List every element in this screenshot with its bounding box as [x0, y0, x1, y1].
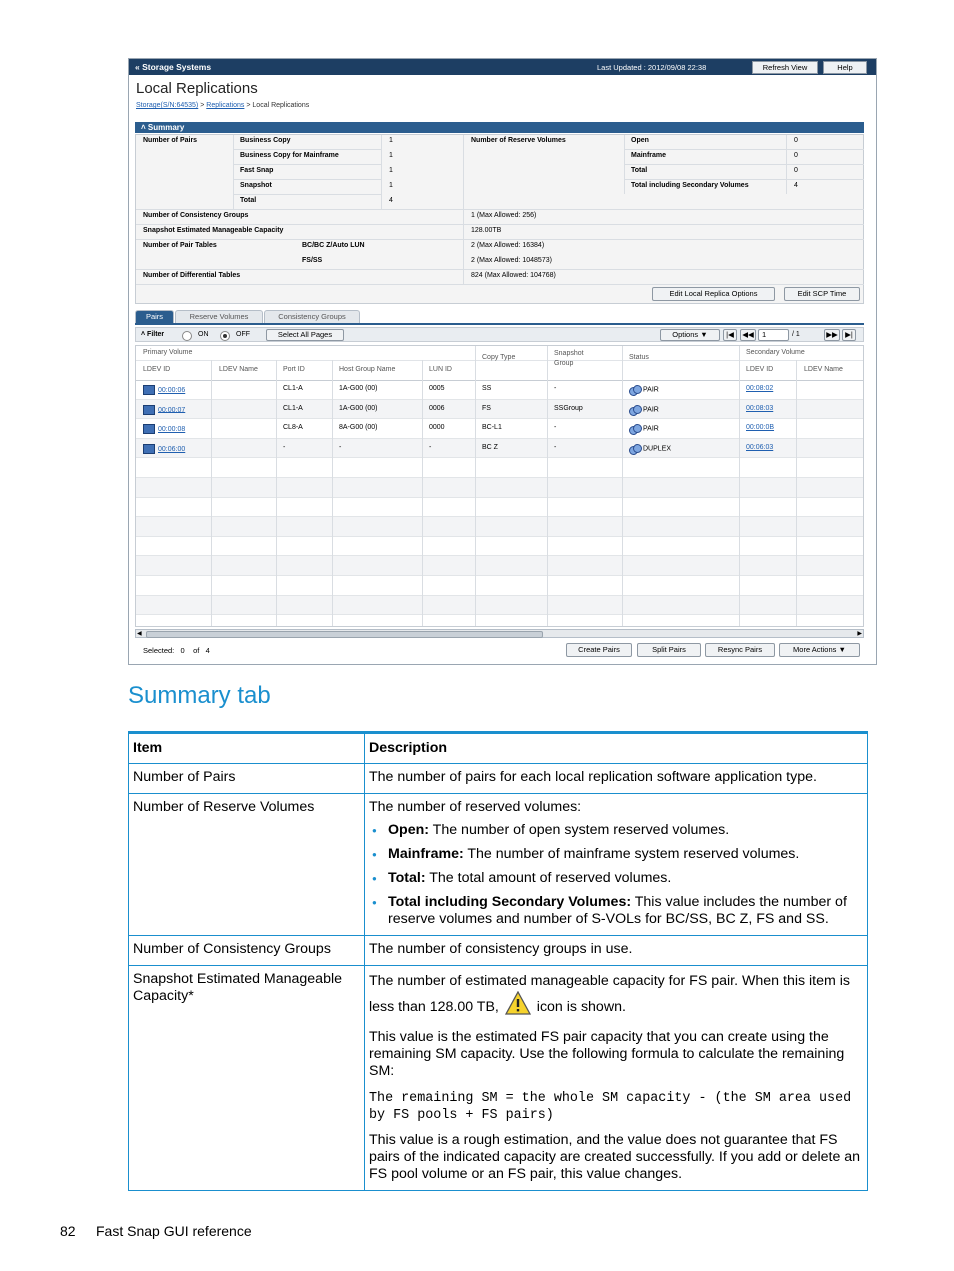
pairs-row-label: Fast Snap [240, 167, 274, 174]
description-intro: The number of reserved volumes: [369, 799, 582, 815]
warning-icon [505, 991, 531, 1021]
scroll-right-icon[interactable]: ▶ [857, 631, 862, 637]
pairs-row-value: 4 [389, 197, 393, 204]
split-pairs-button[interactable]: Split Pairs [637, 643, 701, 657]
pair-status-icon [629, 444, 640, 453]
pair-tables-label: Number of Pair Tables [143, 242, 217, 249]
table-row[interactable] [136, 380, 863, 400]
more-actions-label: More Actions [793, 645, 837, 654]
cell-sldev[interactable]: 00:08:03 [746, 404, 774, 412]
table-row[interactable] [136, 478, 863, 498]
breadcrumb-replications-link[interactable]: Replications [206, 102, 245, 109]
reserve-row-label: Mainframe [631, 152, 667, 159]
list-item [388, 846, 862, 863]
bullet-term: Open: [388, 822, 429, 838]
status-text: DUPLEX [643, 445, 672, 453]
item-cell: Number of Consistency Groups [129, 936, 365, 966]
status-text: PAIR [643, 425, 659, 433]
selected-label: Selected: [143, 646, 175, 655]
capacity-label: Snapshot Estimated Manageable Capacity [143, 227, 284, 234]
storage-systems-nav[interactable]: « Storage Systems [135, 62, 212, 72]
summary-panel [135, 134, 864, 304]
bullet-text: This value includes the number of reserve volumes and number of S-VOLs for BC/SS, BC Z, FS and SS. [388, 894, 847, 927]
table-row[interactable] [136, 596, 863, 616]
breadcrumb-separator: > [200, 102, 205, 109]
options-label: Options [672, 330, 699, 339]
volume-icon [143, 405, 155, 415]
help-button[interactable]: Help [823, 61, 867, 74]
consistency-groups-value: 1 (Max Allowed: 256) [471, 212, 537, 219]
cell-port: CL1-A [283, 404, 303, 412]
cell-ldev[interactable] [143, 444, 185, 454]
table-row [129, 794, 868, 936]
ldev-link[interactable]: 00:00:07 [158, 406, 186, 414]
tab-underline [135, 323, 864, 325]
pairs-row-label: Total [240, 197, 257, 204]
paragraph-text: icon is shown. [536, 999, 626, 1015]
table-row [129, 936, 868, 966]
refresh-view-button[interactable]: Refresh View [752, 61, 818, 74]
local-replications-screenshot [128, 58, 877, 665]
description-header: Description [365, 733, 868, 764]
bullet-text: The number of mainframe system reserved volumes. [463, 846, 800, 862]
page-number-input[interactable]: 1 [758, 329, 789, 341]
table-row[interactable] [136, 556, 863, 576]
next-page-icon[interactable]: ▶▶ [824, 329, 840, 341]
item-header: Item [129, 733, 365, 764]
column-header[interactable]: LUN ID [429, 366, 452, 373]
table-header-row [129, 733, 868, 764]
ldev-link[interactable]: 00:06:00 [158, 445, 186, 453]
selected-of: of [193, 646, 200, 655]
reserve-row-value: 0 [794, 137, 798, 144]
volume-icon [143, 385, 155, 395]
pairs-row-value: 1 [389, 182, 393, 189]
cell-lun: 0005 [429, 385, 445, 392]
pairs-row-value: 1 [389, 152, 393, 159]
summary-tab-table [128, 731, 868, 1191]
cell-status [629, 405, 659, 414]
description-cell [365, 966, 868, 1191]
bullet-term: Total including Secondary Volumes: [388, 894, 632, 910]
table-row[interactable] [136, 439, 863, 459]
collapse-icon: ˄ [141, 123, 148, 132]
cell-host: 1A-G00 (00) [339, 404, 378, 412]
summary-header-label: Summary [147, 123, 185, 132]
status-text: PAIR [643, 405, 659, 413]
pair-tables-value: 2 (Max Allowed: 1048573) [471, 257, 552, 264]
pair-status-icon [629, 424, 640, 433]
ldev-link[interactable]: 00:00:06 [158, 386, 186, 394]
column-header[interactable]: LDEV ID [143, 366, 171, 373]
create-pairs-button[interactable]: Create Pairs [566, 643, 632, 657]
chevron-down-icon: ▼ [700, 330, 708, 339]
cell-port: CL8-A [283, 424, 303, 432]
column-header[interactable]: Host Group Name [339, 366, 396, 373]
cell-group: SSGroup [554, 404, 583, 412]
ldev-link[interactable]: 00:00:08 [158, 426, 186, 434]
table-row[interactable] [136, 458, 863, 478]
top-bar [129, 59, 876, 75]
cell-sldev[interactable]: 00:06:03 [746, 443, 774, 451]
volume-icon [143, 444, 155, 454]
page-total-text: / 1 [792, 331, 800, 338]
description-cell: The number of consistency groups in use. [365, 936, 868, 966]
consistency-groups-label: Number of Consistency Groups [143, 212, 249, 219]
selected-total: 4 [205, 646, 210, 655]
volume-icon [143, 424, 155, 434]
cell-group: - [554, 443, 557, 451]
more-actions-button[interactable] [779, 643, 860, 657]
selected-count: 0 [180, 646, 185, 655]
page-title: Local Replications [136, 80, 258, 97]
table-row[interactable] [136, 498, 863, 518]
pairs-row-value: 1 [389, 137, 393, 144]
column-header[interactable]: Status [629, 354, 649, 361]
column-header[interactable]: Copy Type [482, 354, 516, 361]
reserve-row-label: Total [631, 167, 648, 174]
secondary-volume-group-header: Secondary Volume [746, 349, 805, 356]
cell-port: CL1-A [283, 385, 303, 392]
pair-tables-value: 2 (Max Allowed: 16384) [471, 242, 545, 249]
edit-scp-time-button[interactable]: Edit SCP Time [784, 287, 860, 301]
cell-status [629, 385, 659, 394]
differential-tables-value: 824 (Max Allowed: 104768) [471, 272, 556, 279]
cell-copy: BC Z [482, 443, 498, 451]
select-all-pages-button[interactable]: Select All Pages [266, 329, 344, 341]
filter-bar [135, 327, 864, 342]
tab-consistency-groups[interactable]: Consistency Groups [264, 310, 360, 323]
horizontal-scrollbar[interactable] [135, 629, 864, 638]
filter-label: Filter [147, 331, 165, 338]
reserve-volumes-label: Number of Reserve Volumes [471, 137, 566, 144]
tab-pairs[interactable]: Pairs [135, 310, 174, 323]
cell-port: - [283, 443, 286, 451]
cell-sldev[interactable]: 00:00:0B [746, 424, 775, 432]
cell-ldev[interactable] [143, 385, 185, 395]
last-updated-text: Last Updated : 2012/09/08 22:38 [597, 63, 707, 72]
pairs-row-label: Snapshot [240, 182, 272, 189]
description-paragraph [369, 971, 862, 1021]
filter-off-radio[interactable] [220, 331, 230, 341]
summary-header[interactable] [135, 122, 864, 133]
formula-text: The remaining SM = the whole SM capacity - (the SM area used by FS pools + FS pairs) [369, 1091, 852, 1123]
column-header[interactable]: Port ID [283, 366, 305, 373]
pair-status-icon [629, 405, 640, 414]
number-of-pairs-label: Number of Pairs [143, 137, 198, 144]
page-number: 82 [60, 1223, 76, 1239]
cell-ldev[interactable] [143, 405, 185, 415]
options-dropdown[interactable] [660, 329, 720, 341]
cell-host: 8A-G00 (00) [339, 424, 378, 432]
reserve-row-label: Open [631, 137, 649, 144]
paragraph-text: The number of estimated manageable capacity for FS pair. When this item is less than 128.00 TB, [369, 973, 851, 1015]
description-cell [365, 794, 868, 936]
bullet-list [369, 822, 862, 928]
table-row[interactable] [136, 576, 863, 596]
reserve-row-label: Total including Secondary Volumes [631, 182, 749, 189]
filter-on-label: ON [198, 331, 209, 338]
column-header[interactable]: LDEV Name [804, 366, 843, 373]
reserve-row-value: 0 [794, 152, 798, 159]
pairs-table [135, 345, 864, 627]
selection-status [143, 646, 210, 655]
description-paragraph: This value is the estimated FS pair capacity that you can create using the remaining SM capacity. Use the following formula to calculate the remaining SM: [369, 1029, 845, 1079]
list-item [388, 870, 862, 887]
cell-group: - [554, 424, 557, 432]
cell-status [629, 444, 671, 453]
reserve-row-value: 0 [794, 167, 798, 174]
filter-on-radio[interactable] [182, 331, 192, 341]
capacity-value: 128.00TB [471, 227, 502, 234]
primary-volume-group-header: Primary Volume [143, 349, 193, 356]
table-row[interactable] [136, 537, 863, 557]
last-page-icon[interactable]: ▶| [842, 329, 856, 341]
table-row [129, 764, 868, 794]
cell-host: - [339, 443, 342, 451]
cell-host: 1A-G00 (00) [339, 385, 378, 392]
scroll-left-icon[interactable]: ◀ [137, 631, 142, 637]
item-cell: Number of Reserve Volumes [129, 794, 365, 936]
breadcrumb [136, 102, 309, 109]
filter-off-label: OFF [236, 331, 250, 338]
bullet-term: Total: [388, 870, 426, 886]
pairs-row-label: Business Copy for Mainframe [240, 152, 339, 159]
list-item [388, 894, 862, 928]
pairs-row-label: Business Copy [240, 137, 291, 144]
previous-page-icon[interactable]: ◀◀ [740, 329, 756, 341]
table-row [129, 966, 868, 1191]
item-cell: Number of Pairs [129, 764, 365, 794]
cell-group: - [554, 385, 557, 392]
pair-tables-sub-label: BC/BC Z/Auto LUN [302, 242, 365, 249]
cell-ldev[interactable] [143, 424, 185, 434]
table-row[interactable] [136, 517, 863, 537]
column-header[interactable]: LDEV Name [219, 366, 258, 373]
footer-title: Fast Snap GUI reference [96, 1223, 252, 1239]
filter-toggle[interactable]: ˄ Filter [141, 331, 165, 338]
table-row[interactable] [136, 419, 863, 439]
cell-copy: FS [482, 404, 491, 412]
column-header[interactable]: LDEV ID [746, 366, 774, 373]
list-item [388, 822, 862, 839]
item-cell: Snapshot Estimated Manageable Capacity* [129, 966, 365, 1191]
status-text: PAIR [643, 386, 659, 394]
breadcrumb-separator: > [246, 102, 251, 109]
differential-tables-label: Number of Differential Tables [143, 272, 241, 279]
cell-lun: - [429, 443, 432, 451]
chevron-down-icon: ▼ [838, 645, 846, 654]
scrollbar-thumb[interactable] [146, 631, 543, 638]
cell-status [629, 424, 659, 433]
pairs-row-value: 1 [389, 167, 393, 174]
cell-lun: 0006 [429, 404, 445, 412]
table-row[interactable] [136, 400, 863, 420]
resync-pairs-button[interactable]: Resync Pairs [705, 643, 775, 657]
description-paragraph: This value is a rough estimation, and the value does not guarantee that FS pairs of the indicated capacity are created successfully. If you add or delete an FS pool volume or an FS pair, this value changes. [369, 1132, 861, 1182]
edit-local-replica-options-button[interactable]: Edit Local Replica Options [652, 287, 775, 301]
description-cell: The number of pairs for each local replication software application type. [365, 764, 868, 794]
cell-lun: 0000 [429, 424, 445, 432]
bullet-text: The number of open system reserved volumes. [428, 822, 730, 838]
breadcrumb-storage-link[interactable]: Storage(S/N:64535) [136, 102, 199, 109]
cell-copy: BC-L1 [482, 424, 502, 432]
bullet-text: The total amount of reserved volumes. [425, 870, 672, 886]
section-title: Summary tab [128, 682, 271, 709]
tab-reserve-volumes[interactable]: Reserve Volumes [175, 310, 263, 323]
first-page-icon[interactable]: |◀ [723, 329, 737, 341]
cell-copy: SS [482, 385, 492, 392]
breadcrumb-current: Local Replications [252, 102, 310, 109]
bullet-term: Mainframe: [388, 846, 464, 862]
reserve-row-value: 4 [794, 182, 798, 189]
cell-sldev[interactable]: 00:08:02 [746, 385, 774, 392]
column-header[interactable]: Snapshot Group [554, 350, 584, 367]
pair-tables-sub-label: FS/SS [302, 257, 323, 264]
pair-status-icon [629, 385, 640, 394]
